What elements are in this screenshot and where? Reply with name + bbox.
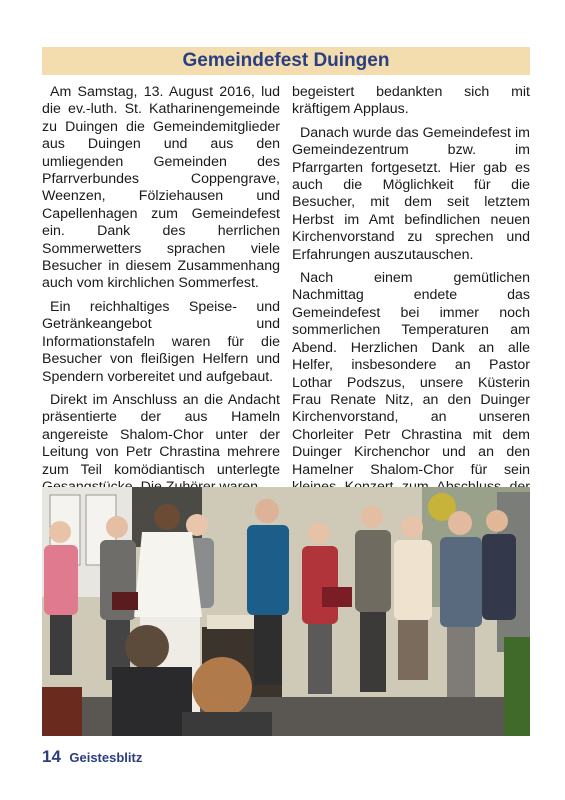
paragraph-5-text: Nach einem gemütlichen Nachmittag endete das Gemeindefest bei immer noch sommerlichen Temperaturen am Abend. Herzlichen Dank an alle Helfer, insbesondere an Pastor Lothar Podszus, unsere Küsterin Frau Renate Nitz, an den Duinger Kirchenvorstand, an unseren Chorleiter Petr Chrastina mit dem Duinger Kirchenchor und an den Hamelner Shalom-Chor für sein xyxy=(292,270,530,478)
left-column xyxy=(42,84,280,502)
choir-photo xyxy=(42,487,530,736)
right-column xyxy=(292,84,530,520)
paragraph-4: Danach wurde das Gemeindefest im Gemeindezentrum bzw. im Pfarrgarten fortgesetzt. Hier gab es auch die Möglichkeit für die Besucher, mit dem seit letztem Herbst im Amt befindlichen neuen Kirchenvorstand zu sprechen und Erfahrungen auszutauschen. xyxy=(292,124,530,263)
page-number: 14 xyxy=(42,747,61,766)
article-title: Gemeindefest Duingen xyxy=(182,50,390,71)
paragraph-3: Direkt im Anschluss an die Andacht präsentierte der aus Hameln angereiste Shalom-Chor unter der Leitung von Petr Chrastina mehrere zum Teil komödiantisch unterlegte xyxy=(42,391,280,478)
article-body xyxy=(42,84,530,484)
paragraph-3-continued: begeistert bedankten sich mit kräftigem Applaus. xyxy=(292,84,530,118)
page-footer xyxy=(42,747,142,769)
paragraph-5 xyxy=(292,270,530,514)
paragraph-1: Am Samstag, 13. August 2016, lud die ev.-luth. St. Katharinengemeinde zu Duingen die Gemeindemitglieder aus Duingen und aus den umliegenden Gemeinden des Pfarrverbundes Coppengrave, Weenzen, Fölziehausen und Capellenhagen zum Gemeindefest ein. Dank des herrlichen Sommerwetters sprachen viele Besucher in diesem Zusammenhang auch vom kirchlichen Sommerfest. xyxy=(42,84,280,292)
magazine-name: Geistesblitz xyxy=(69,750,143,765)
paragraph-2: Ein reichhaltiges Speise- und Getränkeangebot und Informationstafeln waren für die Besucher von fleißigen Helfern und Spendern vorbereitet und aufgebaut. xyxy=(42,298,280,385)
article-title-bar xyxy=(42,47,530,75)
